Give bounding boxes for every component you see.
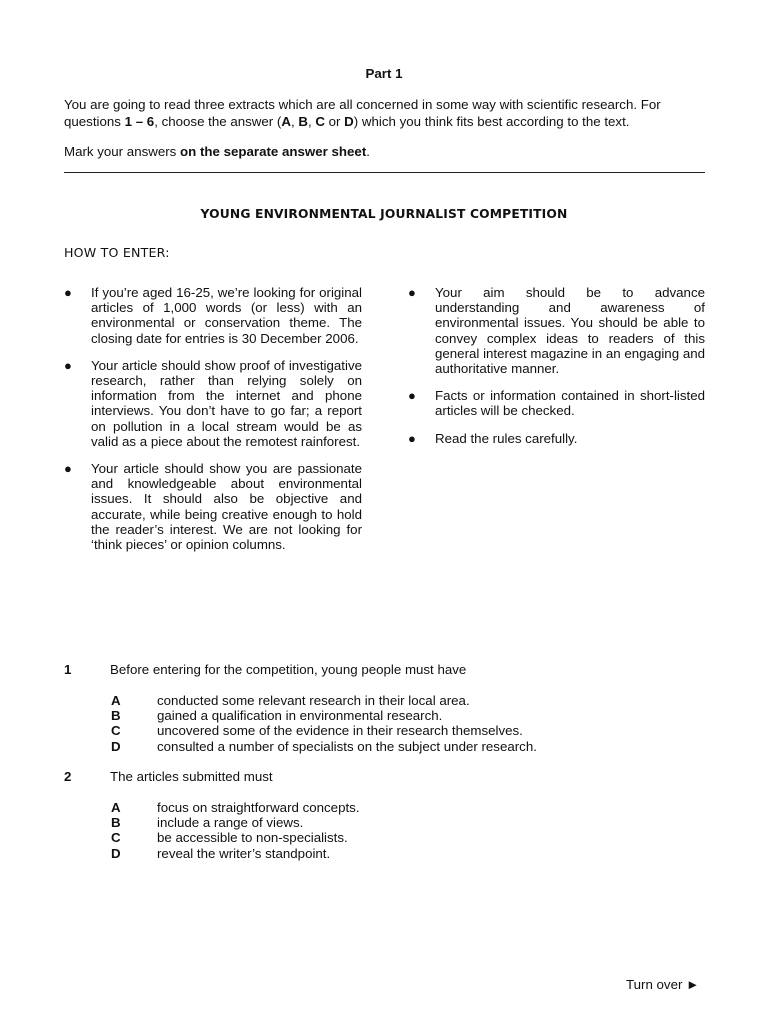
bullet-item bbox=[408, 431, 705, 446]
option-d[interactable] bbox=[64, 739, 706, 754]
question-text: The articles submitted must bbox=[110, 769, 273, 784]
option-b[interactable] bbox=[64, 708, 706, 723]
bullet-icon: ● bbox=[408, 285, 416, 300]
option-text: conducted some relevant research in their local area. bbox=[157, 693, 470, 708]
intro-text: , choose the answer ( bbox=[154, 114, 282, 129]
instruction-suffix: . bbox=[366, 144, 370, 159]
option-letter: D bbox=[344, 114, 354, 129]
option-text: reveal the writer’s standpoint. bbox=[157, 845, 331, 861]
option-letter: A bbox=[111, 693, 121, 708]
option-letter: B bbox=[298, 114, 308, 129]
question-range: 1 – 6 bbox=[124, 114, 155, 129]
how-to-enter-label: HOW TO ENTER: bbox=[64, 245, 170, 260]
question-2 bbox=[64, 769, 706, 861]
instruction bbox=[64, 144, 706, 159]
option-text: uncovered some of the evidence in their research themselves. bbox=[157, 723, 523, 739]
bullet-column-left bbox=[64, 285, 362, 564]
intro-paragraph bbox=[64, 96, 706, 130]
bullet-column-right bbox=[408, 285, 705, 458]
question-number: 2 bbox=[64, 769, 72, 784]
option-c[interactable] bbox=[64, 723, 706, 738]
bullet-text: Your article should show you are passionate and knowledgeable about environmental issues. It should also be objective and accurate, while being creative enough to hold the reader’s interest. We are not looking for ‘think pieces’ or opinion columns. bbox=[91, 461, 362, 553]
bullet-text: Read the rules carefully. bbox=[435, 430, 578, 446]
bullet-item bbox=[64, 461, 362, 552]
turn-over-label: Turn over ► bbox=[626, 977, 700, 992]
part-title: Part 1 bbox=[365, 66, 403, 81]
option-list bbox=[64, 800, 706, 861]
option-text: consulted a number of specialists on the subject under research. bbox=[157, 738, 537, 754]
bullet-icon: ● bbox=[64, 357, 72, 373]
option-text: include a range of views. bbox=[157, 815, 304, 831]
bullet-text: Your aim should be to advance understanding and awareness of environmental issues. You should be able to convey complex ideas to readers of this general interest magazine in an engaging and authoritative manner. bbox=[435, 285, 705, 377]
option-letter: D bbox=[111, 845, 121, 861]
option-letter: B bbox=[111, 708, 121, 724]
question-text: Before entering for the competition, young people must have bbox=[110, 662, 467, 677]
bullet-item bbox=[408, 388, 705, 418]
bullet-icon: ● bbox=[408, 388, 416, 404]
option-d[interactable] bbox=[64, 846, 706, 861]
divider bbox=[64, 172, 705, 173]
intro-text: ) which you think fits best according to the text. bbox=[353, 114, 630, 129]
option-letter: C bbox=[111, 830, 121, 846]
intro-text: , bbox=[307, 114, 316, 129]
intro-text: or bbox=[324, 114, 345, 129]
bullet-text: Facts or information contained in short-listed articles will be checked. bbox=[435, 388, 705, 419]
article-heading: YOUNG ENVIRONMENTAL JOURNALIST COMPETITION bbox=[200, 207, 568, 221]
option-letter: A bbox=[281, 114, 291, 129]
option-text: be accessible to non-specialists. bbox=[157, 830, 348, 846]
instruction-emphasis: on the separate answer sheet bbox=[180, 144, 367, 159]
question-1 bbox=[64, 662, 706, 754]
option-c[interactable] bbox=[64, 830, 706, 845]
option-letter: C bbox=[111, 723, 121, 739]
bullet-text: If you’re aged 16-25, we’re looking for original articles of 1,000 words (or less) with an environmental or conservation theme. The closing date for entries is 30 December 2006. bbox=[91, 285, 362, 346]
instruction-prefix: Mark your answers bbox=[64, 144, 181, 159]
question-stem bbox=[64, 662, 706, 679]
option-letter: D bbox=[111, 738, 121, 754]
intro-text: , bbox=[290, 114, 299, 129]
bullet-item bbox=[408, 285, 705, 376]
question-number: 1 bbox=[64, 662, 72, 677]
option-b[interactable] bbox=[64, 815, 706, 830]
bullet-icon: ● bbox=[64, 461, 72, 477]
bullet-icon: ● bbox=[64, 285, 72, 300]
bullet-text: Your article should show proof of investigative research, rather than relying solely on information from the internet and phone interviews. You don’t have to go far; a report on pollution in a local stream would be as valid as a piece about the remotest rainforest. bbox=[91, 357, 362, 449]
bullet-item bbox=[64, 285, 362, 346]
option-letter: A bbox=[111, 800, 121, 815]
question-stem bbox=[64, 769, 706, 786]
bullet-icon: ● bbox=[408, 430, 416, 446]
intro-text: You are going to read three extracts which are all concerned in some way with scientific research. For questions bbox=[64, 97, 661, 129]
option-a[interactable] bbox=[64, 800, 706, 815]
option-list bbox=[64, 693, 706, 754]
option-a[interactable] bbox=[64, 693, 706, 708]
option-text: focus on straightforward concepts. bbox=[157, 800, 360, 815]
option-text: gained a qualification in environmental research. bbox=[157, 708, 443, 724]
option-letter: C bbox=[315, 114, 325, 129]
bullet-item bbox=[64, 358, 362, 449]
option-letter: B bbox=[111, 815, 121, 831]
